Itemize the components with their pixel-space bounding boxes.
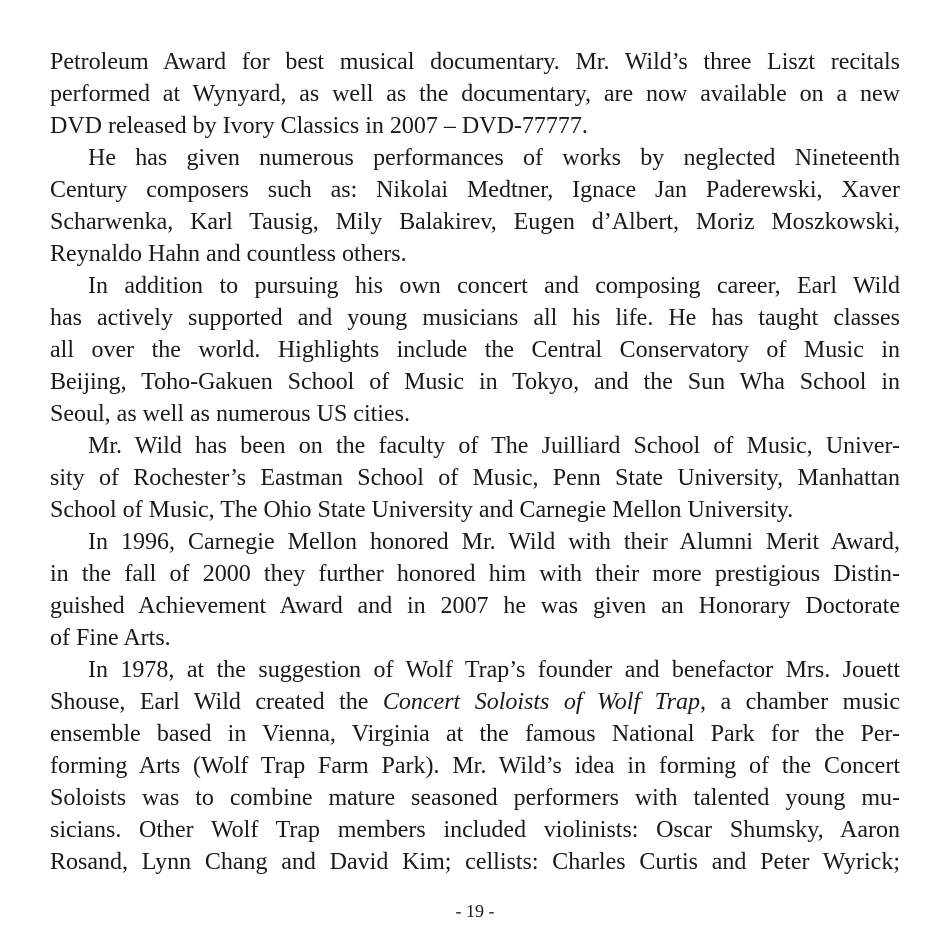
text-line: Seoul, as well as numerous US cities. <box>50 401 410 427</box>
paragraph-first-line: Mr. Wild has been on the faculty of The Juilliard School of Music, Univer- <box>88 433 900 459</box>
paragraph-first-line: In addition to pursuing his own concert and composing career, Earl Wild <box>88 273 900 299</box>
text-line: all over the world. Highlights include the Central Conservatory of Music in <box>50 337 900 363</box>
paragraph-first-line: In 1978, at the suggestion of Wolf Trap’s founder and benefactor Mrs. Jouett <box>88 657 900 683</box>
text-line: guished Achievement Award and in 2007 he was given an Honorary Doctorate <box>50 593 900 619</box>
text-line: in the fall of 2000 they further honored him with their more prestigious Distin- <box>50 561 900 587</box>
text-line: of Fine Arts. <box>50 625 171 651</box>
paragraph-first-line: In 1996, Carnegie Mellon honored Mr. Wild with their Alumni Merit Award, <box>88 529 900 555</box>
text-segment: Shouse, Earl Wild created the <box>50 689 383 715</box>
page-number: - 19 - <box>455 901 495 921</box>
text-line: DVD released by Ivory Classics in 2007 – DVD-77777. <box>50 113 588 139</box>
text-line: Century composers such as: Nikolai Medtner, Ignace Jan Paderewski, Xaver <box>50 177 900 203</box>
text-line: forming Arts (Wolf Trap Farm Park). Mr. Wild’s idea in forming of the Concert <box>50 753 900 779</box>
text-line: School of Music, The Ohio State University and Carnegie Mellon University. <box>50 497 794 523</box>
text-line: Scharwenka, Karl Tausig, Mily Balakirev, Eugen d’Albert, Moriz Moszkowski, <box>50 209 900 235</box>
italic-ensemble-name: Concert Soloists of Wolf Trap <box>382 689 700 715</box>
text-line: Reynaldo Hahn and countless others. <box>50 241 407 267</box>
text-line: Petroleum Award for best musical documentary. Mr. Wild’s three Liszt recitals <box>50 49 900 75</box>
text-line: Soloists was to combine mature seasoned performers with talented young mu- <box>50 785 900 811</box>
text-line: Beijing, Toho-Gakuen School of Music in Tokyo, and the Sun Wha School in <box>50 369 900 395</box>
paragraph-first-line: He has given numerous performances of works by neglected Nineteenth <box>88 145 900 171</box>
text-segment: , a chamber music <box>699 689 900 715</box>
text-line: Rosand, Lynn Chang and David Kim; cellists: Charles Curtis and Peter Wyrick; <box>50 849 900 875</box>
text-line: performed at Wynyard, as well as the documentary, are now available on a new <box>50 81 900 107</box>
text-line: sicians. Other Wolf Trap members included violinists: Oscar Shumsky, Aaron <box>50 817 900 843</box>
text-line-with-italic-title <box>50 686 900 718</box>
text-line: sity of Rochester’s Eastman School of Music, Penn State University, Manhattan <box>50 465 900 491</box>
body-text <box>50 46 900 878</box>
text-line: has actively supported and young musicians all his life. He has taught classes <box>50 305 900 331</box>
text-line: ensemble based in Vienna, Virginia at the famous National Park for the Per- <box>50 721 900 747</box>
